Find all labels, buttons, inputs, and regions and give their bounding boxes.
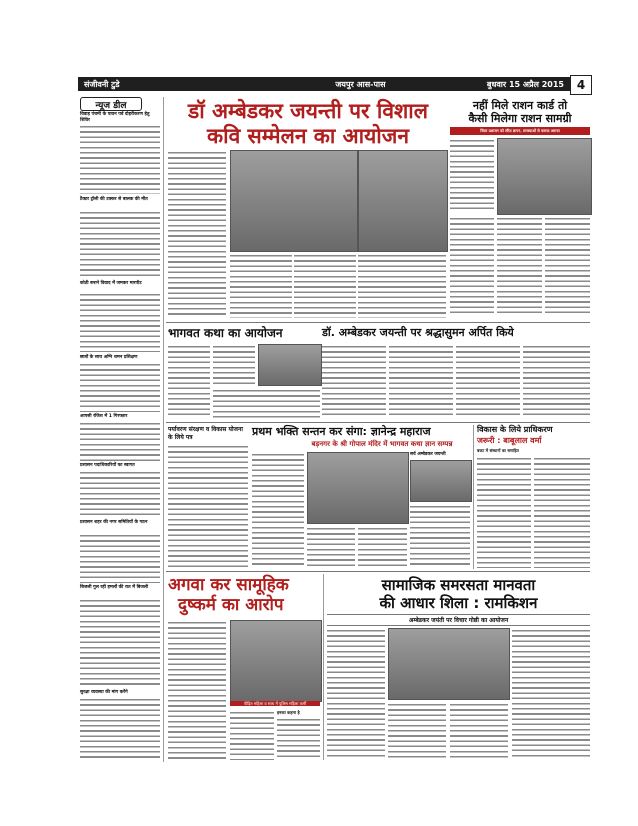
main-story-body-col-3 <box>294 253 356 318</box>
gyanendra-body-col-1 <box>252 452 304 567</box>
samajik-body-col-3 <box>450 702 508 760</box>
vikas-body-col-2 <box>534 456 590 568</box>
dushkarm-headline-line-1: अगवा कर सामूहिक <box>168 575 289 595</box>
dushkarm-kicker: इनका कहना है <box>277 710 300 715</box>
shraddhasuman-body-col-1 <box>322 344 386 419</box>
brief-heading-5: आपसी रंजिश में 1 गिरफ्तार <box>80 414 128 419</box>
bhagwat-headline: भागवत कथा का आयोजन <box>168 326 283 340</box>
gyanendra-photo <box>307 452 409 524</box>
brief-body-9 <box>80 697 160 759</box>
samajik-headline-line-2: की आधार शिला : रामकिशन <box>379 594 538 612</box>
ration-headline-line-2: कैसी मिलेगा राशन सामग्री <box>468 112 572 125</box>
shraddhasuman-body-col-4 <box>523 344 590 419</box>
ration-subhead: जिला प्रशासन को सौंपा ज्ञापन, समस्याओं से कराया अवगत <box>450 127 590 135</box>
divider-1 <box>166 322 590 323</box>
news-deal-banner: न्यूज डील <box>80 97 142 111</box>
ration-headline-line-1: नहीं मिले राशन कार्ड तो <box>472 99 568 112</box>
samajik-body-col-2 <box>388 702 446 760</box>
brief-body-2 <box>80 210 160 278</box>
paper-name: संजीवनी टुडे <box>84 79 120 89</box>
paryavaran-headline: पर्यावरण संरक्षण व विकास योजना के लिये पत्र <box>168 426 243 441</box>
gyanendra-headline: प्रथम भक्ति सन्तन कर संगा: ज्ञानेन्द्र महाराज <box>252 425 431 438</box>
brief-body-6 <box>80 470 160 518</box>
brief-heading-3: कोठी बनाने विवाद में जमकर मारपीट <box>80 281 142 286</box>
dushkarm-body-col-1 <box>168 620 226 760</box>
section-name: जयपुर आस-पास <box>335 79 386 89</box>
brief-body-7 <box>80 533 160 583</box>
issue-date: बुधवार 15 अप्रैल 2015 <box>486 79 564 89</box>
brief-body-1 <box>80 124 160 194</box>
brief-body-4 <box>80 362 160 412</box>
main-story-body-col-4 <box>358 253 446 318</box>
dushkarm-body-col-2 <box>230 710 274 760</box>
gyanendra-side-photo <box>410 460 472 502</box>
brief-body-3 <box>80 292 160 352</box>
bhagwat-body-col-3 <box>213 388 320 419</box>
divider-3 <box>166 571 590 572</box>
shraddhasuman-headline: डॉ. अम्बेडकर जयन्ती पर श्रद्धासुमन अर्पित किये <box>322 326 514 339</box>
brief-heading-8: बिजली गुल रही हमलों की रात में बिजली <box>80 585 149 590</box>
main-story-photo-2 <box>358 150 448 252</box>
samajik-body-col-1 <box>327 628 385 760</box>
samajik-subhead: अम्बेडकर जयंती पर विचार गोष्ठी का आयोजन <box>327 614 590 626</box>
brief-heading-9: सुरक्षा व्यवस्था की मांग करेंगे <box>80 690 128 695</box>
brief-body-8 <box>80 598 160 688</box>
dushkarm-body-col-3 <box>277 717 320 760</box>
samajik-headline-line-1: सामाजिक समरसता मानवता <box>381 576 536 594</box>
main-headline-line-2: कवि सम्मेलन का आयोजन <box>207 124 409 148</box>
brief-heading-4: छात्रों के साथ अग्नि शमन प्रशिक्षण <box>80 355 138 360</box>
divider-2 <box>166 422 590 423</box>
main-story-photo-1 <box>230 150 358 252</box>
ration-body-col-1 <box>450 138 494 213</box>
gyanendra-body-col-3 <box>358 526 407 567</box>
ration-body-col-4 <box>545 216 590 316</box>
brief-heading-1: विवाह पंचमी के पावन पर्व दोहरीकरण हेतु शिविर <box>80 112 150 123</box>
gyanendra-side-subhead: सर्व अम्बेडकर जयन्ती <box>410 452 446 457</box>
page-number: 4 <box>570 75 592 95</box>
shraddhasuman-body-col-2 <box>389 344 453 419</box>
main-story-body-col-2 <box>230 253 292 318</box>
gyanendra-subhead: बड़नगर के श्री गोपाल मंदिर में भागवत कथा ज्ञान सम्पन्न <box>311 440 453 448</box>
column-divider-2 <box>473 425 474 569</box>
masthead-bar <box>78 77 570 91</box>
bhagwat-body-col-1 <box>168 344 210 419</box>
gyanendra-side-body <box>410 504 470 567</box>
ration-body-col-3 <box>497 216 542 316</box>
samajik-body-col-4 <box>512 628 590 760</box>
bhagwat-photo <box>258 344 322 386</box>
shraddhasuman-body-col-3 <box>456 344 520 419</box>
main-headline-line-1: डॉ अम्बेडकर जयन्ती पर विशाल <box>188 99 428 123</box>
gyanendra-body-col-2 <box>307 526 355 567</box>
paryavaran-body <box>168 444 248 568</box>
main-story-body-col-1 <box>168 150 226 318</box>
dushkarm-photo-caption: पीड़ित महिला व साथ में पुलिस महिला कर्मी <box>230 701 320 706</box>
dushkarm-headline-line-2: दुष्कर्म का आरोप <box>178 595 284 615</box>
brief-heading-6: प्रशासन पदाधिकारियों का स्वागत <box>80 463 135 468</box>
column-divider <box>163 97 164 762</box>
vikas-body-col-1 <box>477 456 531 568</box>
brief-heading-2: टैक्टर ट्रॉली की टक्कर से बालक की मौत <box>80 197 148 202</box>
dushkarm-photo <box>230 620 322 702</box>
vikas-headline-line-1: विकास के लिये प्राधिकरण <box>477 425 553 434</box>
brief-body-5 <box>80 421 160 461</box>
brief-heading-7: प्रशासन शहर की नगर समितियों के गठन <box>80 520 148 525</box>
column-divider-3 <box>323 574 324 760</box>
samajik-photo <box>388 628 510 700</box>
bhagwat-body-col-2 <box>213 344 255 384</box>
ration-body-col-2 <box>450 216 494 316</box>
ration-photo <box>497 138 592 215</box>
vikas-kicker: बजट में संस्थानों का समाहित <box>477 448 519 453</box>
vikas-headline-line-2: जरूरी : बाबूलाल वर्मा <box>477 436 542 445</box>
